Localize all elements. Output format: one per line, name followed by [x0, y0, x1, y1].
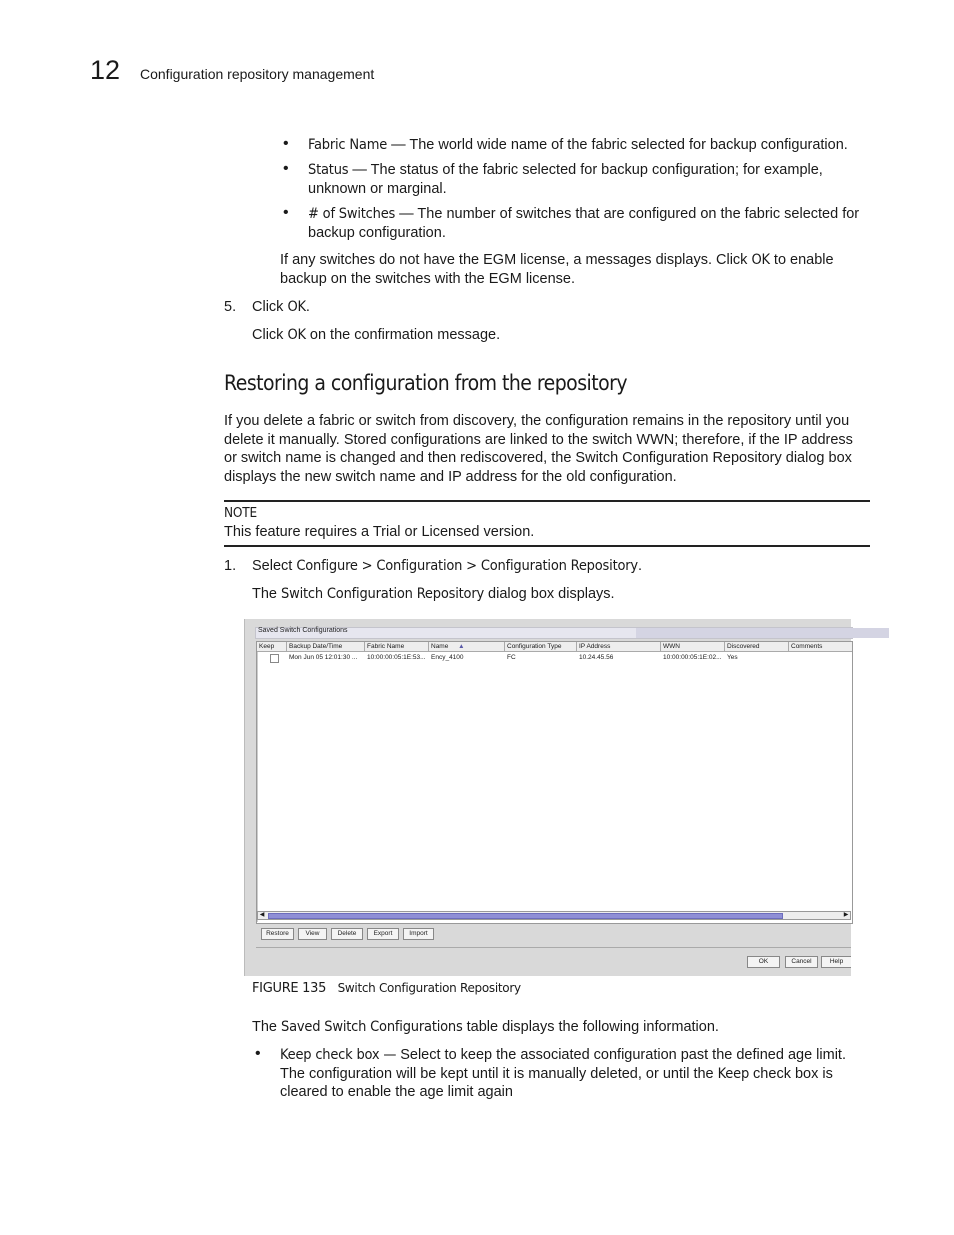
view-button[interactable]: View [298, 928, 327, 940]
bullet-fabric-name: Fabric Name — The world wide name of the fabric selected for backup configuration. [308, 137, 848, 153]
column-header-keep[interactable]: Keep [257, 642, 287, 652]
column-header-fabric-name[interactable]: Fabric Name [365, 642, 429, 652]
chapter-number: 12 [90, 55, 121, 85]
step-5: Click OK. [252, 299, 310, 315]
cell-wwn[interactable]: 10:00:00:05:1E:02... [663, 654, 722, 661]
column-header-name[interactable]: Name ▲ [429, 642, 505, 652]
cell-comments[interactable] [789, 653, 852, 663]
table-description: The Saved Switch Configurations table displays the following information. [252, 1019, 719, 1035]
note-text: This feature requires a Trial or Licensed version. [224, 524, 535, 540]
step-1-number: 1. [224, 558, 237, 574]
step-1-sub: The Switch Configuration Repository dialog box displays. [252, 586, 615, 602]
column-header-wwn[interactable]: WWN [661, 642, 725, 652]
step-5-number: 5. [224, 299, 237, 315]
sort-ascending-icon: ▲ [458, 643, 465, 650]
intro-paragraph: If you delete a fabric or switch from discovery, the configuration remains in the repository until you delete it manually. Stored configurations are linked to the switch WWN; therefore, if the IP address or switch name is changed and then rediscovered, the Switch Configuration Repository dialog box displays the new switch name and IP address for the old configuration. [224, 413, 853, 485]
scroll-left-icon[interactable]: ◀ [259, 912, 265, 918]
cancel-button[interactable]: Cancel [785, 956, 818, 968]
bullet-switches: # of Switches — The number of switches that are configured on the fabric selected for backup configuration. [308, 206, 860, 241]
bullet-keep-checkbox: Keep check box — Select to keep the associated configuration past the defined age limit. The configuration will be kept until it is manually deleted, or until the Keep check box is cleared to enable the age limit again [280, 1047, 846, 1100]
scrollbar-thumb[interactable] [268, 913, 783, 919]
cell-discovered[interactable]: Yes [727, 654, 738, 661]
note-label: NOTE [224, 505, 257, 521]
cell-configuration-type[interactable]: FC [507, 654, 516, 661]
chapter-title: Configuration repository management [140, 66, 375, 82]
cell-name[interactable]: Ency_4100 [431, 654, 464, 661]
ok-button[interactable]: OK [747, 956, 780, 968]
bullet-status: Status — The status of the fabric selected for backup configuration; for example, unknown or marginal. [308, 162, 823, 197]
switch-configuration-repository-dialog [244, 619, 851, 976]
horizontal-scrollbar[interactable] [257, 911, 851, 920]
note-bottom-rule [224, 545, 870, 547]
scroll-right-icon[interactable]: ▶ [843, 912, 849, 918]
bullet-icon [283, 135, 293, 145]
saved-configurations-panel-title: Saved Switch Configurations [255, 627, 853, 639]
column-header-comments[interactable]: Comments [789, 642, 852, 652]
cell-backup-date[interactable]: Mon Jun 05 12:01:30 ... [289, 654, 358, 661]
export-button[interactable]: Export [367, 928, 399, 940]
keep-checkbox[interactable] [270, 654, 279, 663]
note-top-rule [224, 500, 870, 502]
cell-ip-address[interactable]: 10.24.45.56 [579, 654, 614, 661]
column-header-configuration-type[interactable]: Configuration Type [505, 642, 577, 652]
bullet-icon [283, 204, 293, 214]
step-1: Select Configure > Configuration > Configuration Repository. [252, 558, 642, 574]
column-header-backup-date[interactable]: Backup Date/Time [287, 642, 365, 652]
step-5-sub: Click OK on the confirmation message. [252, 327, 501, 343]
figure-caption: FIGURE 135 Switch Configuration Repository [252, 981, 521, 996]
import-button[interactable]: Import [403, 928, 434, 940]
egm-paragraph: If any switches do not have the EGM license, a messages displays. Click OK to enable backup on the switches with the EGM license. [280, 252, 834, 287]
restore-button[interactable]: Restore [261, 928, 294, 940]
column-header-discovered[interactable]: Discovered [725, 642, 789, 652]
cell-fabric-name[interactable]: 10:00:00:05:1E:53... [367, 654, 426, 661]
bullet-icon [255, 1045, 265, 1055]
column-header-ip-address[interactable]: IP Address [577, 642, 661, 652]
delete-button[interactable]: Delete [331, 928, 363, 940]
bullet-icon [283, 160, 293, 170]
section-heading: Restoring a configuration from the repository [224, 371, 628, 395]
help-button[interactable]: Help [821, 956, 851, 968]
saved-configurations-table [256, 641, 853, 924]
